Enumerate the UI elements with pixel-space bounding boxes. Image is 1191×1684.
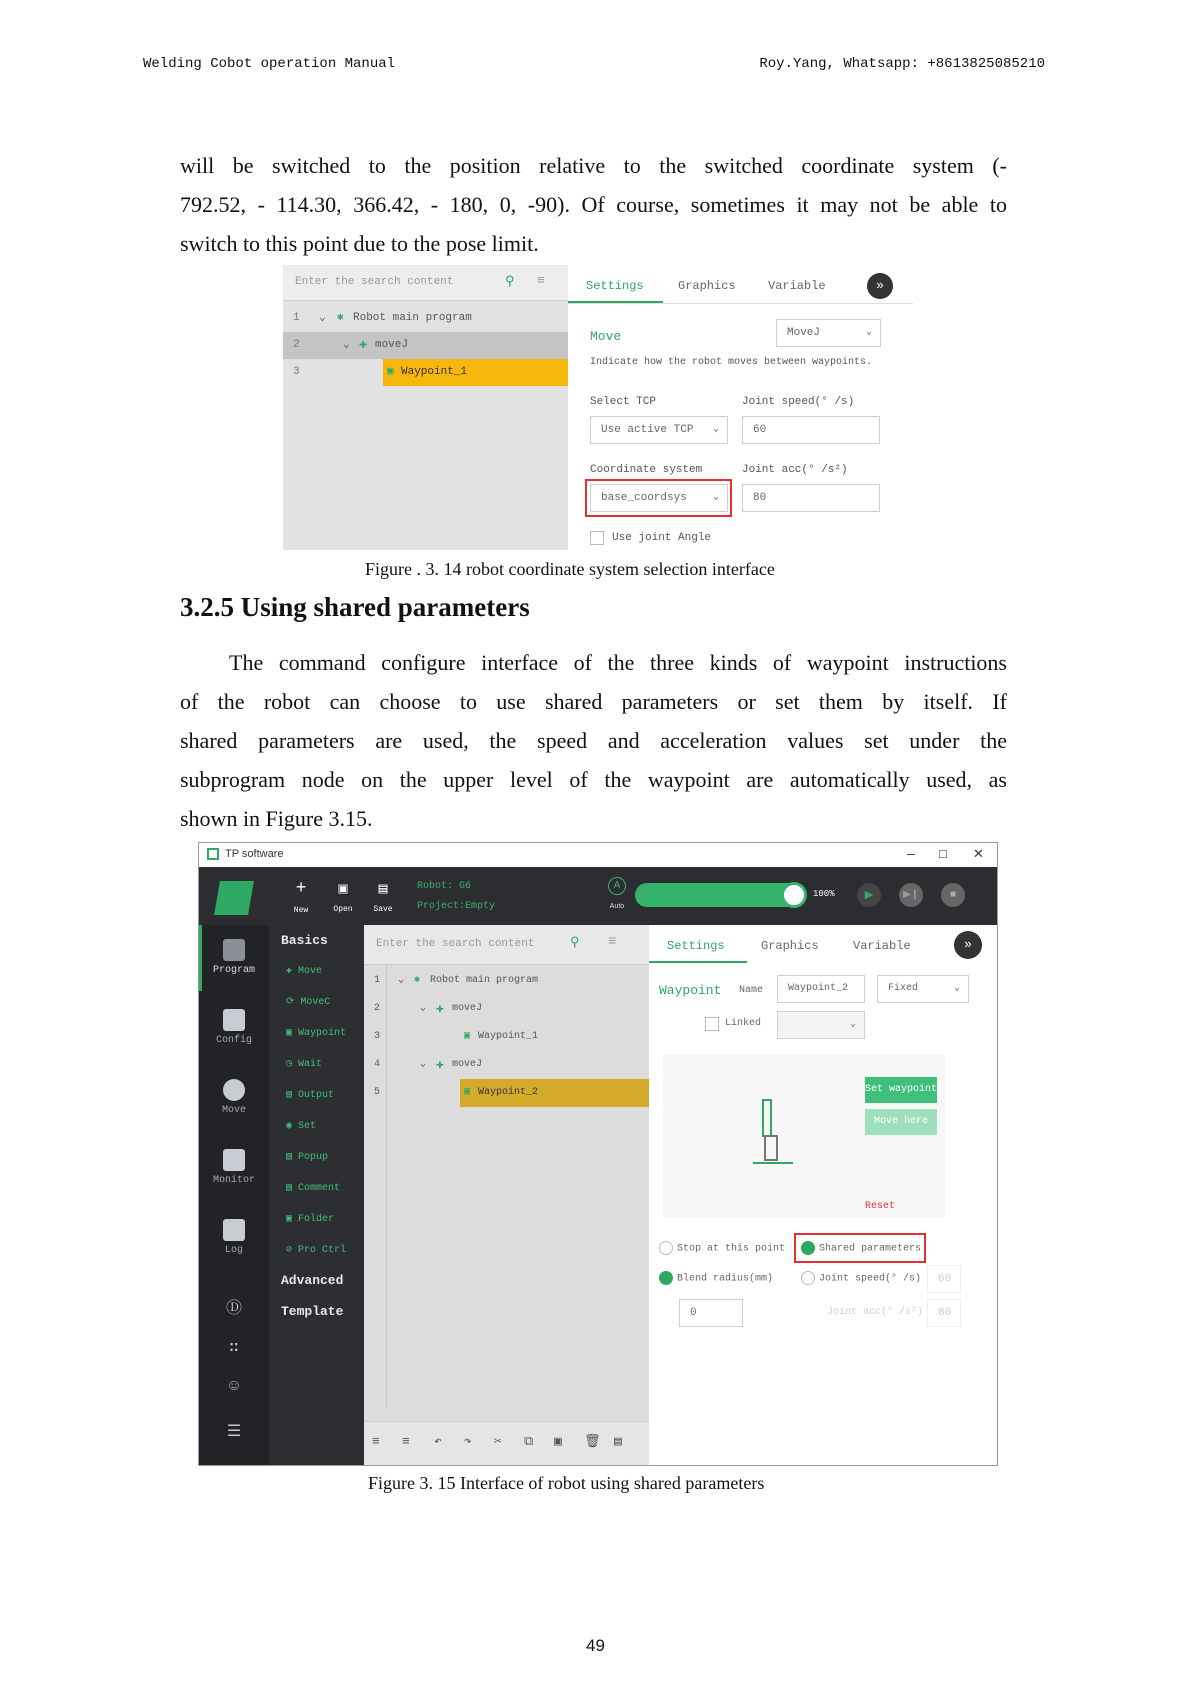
- program-tree-panel: [364, 925, 649, 1465]
- play-icon[interactable]: ▶: [857, 883, 881, 907]
- name-label: Name: [739, 985, 764, 996]
- active-tab-indicator: [649, 961, 747, 963]
- command-popup[interactable]: [286, 1151, 328, 1163]
- chevron-down-icon[interactable]: ⌄: [319, 312, 326, 324]
- tree-label: moveJ: [452, 1059, 483, 1070]
- template-header[interactable]: Template: [281, 1304, 344, 1319]
- undo-icon[interactable]: ↶: [434, 1434, 442, 1449]
- input-value: 60: [938, 1273, 952, 1285]
- delete-icon[interactable]: 🗑: [584, 1434, 601, 1449]
- chevron-down-icon[interactable]: ⌄: [420, 1003, 427, 1014]
- clock-icon: ◷: [286, 1059, 299, 1070]
- tree-toolbar: [364, 1421, 649, 1465]
- radio: [659, 1271, 673, 1285]
- move-type-select[interactable]: [776, 319, 881, 347]
- search-icon[interactable]: ⚲: [505, 274, 515, 289]
- command-wait[interactable]: [286, 1058, 322, 1070]
- text-line: The command configure interface of the three kinds of waypoint instructions: [229, 650, 1007, 675]
- input-value: Waypoint_2: [788, 983, 849, 994]
- select-value: base_coordsys: [601, 492, 687, 504]
- command-label: Comment: [298, 1183, 341, 1194]
- command-pro-ctrl[interactable]: [286, 1244, 346, 1256]
- button-label: Save: [373, 905, 393, 914]
- nav-monitor[interactable]: [199, 1149, 269, 1186]
- line-number: 5: [374, 1087, 381, 1098]
- pro-ctrl-icon: ⊘: [286, 1245, 299, 1256]
- command-label: Set: [298, 1121, 317, 1132]
- line-number: 2: [293, 339, 300, 351]
- help-icon[interactable]: Ⓓ: [225, 1300, 242, 1318]
- set-waypoint-button[interactable]: Set waypoint: [865, 1077, 937, 1103]
- chevron-down-icon: ⌄: [849, 1019, 856, 1030]
- log-icon: [223, 1219, 245, 1241]
- nav-move[interactable]: [199, 1079, 269, 1116]
- tree-label: Waypoint_1: [401, 366, 468, 378]
- command-label: Output: [298, 1090, 335, 1101]
- waypoint-name-input[interactable]: [777, 975, 865, 1003]
- output-icon: ▤: [286, 1090, 299, 1101]
- save-button[interactable]: [371, 879, 395, 916]
- program-tree-panel: [283, 265, 568, 550]
- config-icon: [223, 1009, 245, 1031]
- cut-icon[interactable]: ✂: [494, 1434, 502, 1449]
- nav-label: Move: [221, 1105, 246, 1116]
- waypoint-icon: ▣: [464, 1087, 471, 1098]
- command-panel: [269, 925, 364, 1465]
- tree-row[interactable]: [283, 305, 568, 332]
- select-value: Use active TCP: [601, 424, 694, 436]
- option-label: Blend radius(mm): [677, 1273, 774, 1285]
- left-nav: [199, 925, 269, 1465]
- nav-label: Program: [212, 965, 255, 976]
- paste-icon[interactable]: ▣: [554, 1434, 562, 1449]
- command-move[interactable]: [286, 965, 322, 977]
- figure-coordinate-system-screenshot: [283, 265, 913, 550]
- line-number: 4: [374, 1059, 381, 1070]
- expand-icon[interactable]: »: [954, 931, 982, 959]
- select-value: MoveJ: [787, 327, 821, 339]
- tree-row[interactable]: [364, 967, 649, 995]
- program-icon: ✱: [414, 975, 421, 986]
- nav-log[interactable]: [199, 1219, 269, 1256]
- tree-row[interactable]: [283, 359, 568, 386]
- linked-select[interactable]: [777, 1011, 865, 1039]
- figure-caption: Figure . 3. 14 robot coordinate system selection interface: [365, 559, 775, 579]
- expand-icon[interactable]: »: [867, 273, 893, 299]
- chevron-down-icon: ⌄: [953, 983, 960, 994]
- movec-icon: ⟳: [286, 997, 301, 1008]
- settings-panel: [568, 265, 913, 550]
- command-label: Folder: [298, 1214, 335, 1225]
- command-label: MoveC: [300, 997, 331, 1008]
- waypoint-title: Waypoint: [659, 983, 722, 998]
- radio: [801, 1241, 815, 1255]
- tab-graphics[interactable]: Graphics: [761, 939, 819, 953]
- monitor-icon: [223, 1149, 245, 1171]
- radio: [801, 1271, 815, 1285]
- option-label: Stop at this point: [677, 1243, 786, 1255]
- open-icon: ▣: [338, 881, 348, 898]
- speed-slider[interactable]: [635, 883, 805, 907]
- reset-link[interactable]: Reset: [865, 1201, 896, 1212]
- move-description: Indicate how the robot moves between waypoints.: [590, 357, 873, 368]
- section-paragraph: [180, 643, 1007, 838]
- comment-icon: ▤: [286, 1183, 299, 1194]
- filter-icon[interactable]: ≡: [537, 273, 545, 288]
- robot-arm-graphic: [743, 1095, 803, 1175]
- option-label: Shared parameters: [819, 1243, 922, 1255]
- input-value: 60: [753, 424, 767, 436]
- chevron-down-icon[interactable]: ⌄: [420, 1059, 427, 1070]
- waypoint-icon: ▣: [464, 1031, 471, 1042]
- command-waypoint[interactable]: [286, 1027, 346, 1039]
- fixed-select[interactable]: [877, 975, 969, 1003]
- menu-icon[interactable]: ☰: [226, 1423, 242, 1441]
- folder-icon: ▣: [286, 1214, 299, 1225]
- command-folder[interactable]: [286, 1213, 334, 1225]
- intro-paragraph: [180, 146, 1007, 263]
- joint-speed-input[interactable]: [927, 1265, 961, 1293]
- tab-settings[interactable]: Settings: [667, 939, 725, 953]
- step-icon[interactable]: ▶❙: [899, 883, 923, 907]
- window-title: TP software: [225, 848, 284, 860]
- tree-row[interactable]: [364, 1023, 649, 1051]
- tree-row[interactable]: [364, 1051, 649, 1079]
- option-label: Joint speed(° /s): [819, 1273, 922, 1285]
- nav-config[interactable]: [199, 1009, 269, 1046]
- copy-icon[interactable]: ⧉: [524, 1434, 534, 1449]
- tree-row[interactable]: [364, 1079, 649, 1107]
- outdent-icon[interactable]: ≡: [402, 1434, 410, 1449]
- tcp-select[interactable]: [590, 416, 728, 444]
- advanced-header[interactable]: Advanced: [281, 1273, 344, 1288]
- apps-icon[interactable]: ∷: [229, 1339, 239, 1357]
- joint-speed-option[interactable]: [801, 1271, 921, 1285]
- move-icon: ✚: [286, 966, 299, 977]
- program-icon: ✱: [337, 312, 344, 324]
- button-label: New: [293, 906, 309, 915]
- linked-checkbox[interactable]: [705, 1017, 719, 1031]
- filter-icon[interactable]: ≡: [608, 934, 617, 950]
- nav-label: Config: [215, 1035, 252, 1046]
- line-number: 2: [374, 1003, 381, 1014]
- chevron-down-icon[interactable]: ⌄: [398, 975, 405, 986]
- nav-label: Monitor: [212, 1175, 255, 1186]
- tab-divider: [568, 303, 913, 304]
- input-value: 0: [690, 1307, 697, 1319]
- move-title: Move: [590, 329, 622, 344]
- command-output[interactable]: [286, 1089, 334, 1101]
- text-line: shared parameters are used, the speed and acceleration values set under the: [180, 728, 1007, 753]
- stop-at-point-option[interactable]: [659, 1241, 785, 1255]
- indent-icon[interactable]: ≡: [372, 1434, 380, 1449]
- running-header-contact: Roy.Yang, Whatsapp: +8613825085210: [759, 56, 1045, 72]
- search-icon[interactable]: ⚲: [570, 935, 580, 950]
- move-plus-icon: ✚: [436, 1057, 444, 1072]
- blend-radius-option[interactable]: [659, 1271, 773, 1285]
- minimize-icon[interactable]: –: [907, 845, 915, 861]
- figure-shared-parameters-screenshot: [198, 842, 998, 1466]
- button-label: Open: [333, 905, 353, 914]
- select-tcp-label: Select TCP: [590, 396, 657, 408]
- tree-row[interactable]: [283, 332, 568, 359]
- shared-parameters-option[interactable]: [801, 1241, 921, 1255]
- tree-label: moveJ: [375, 339, 409, 351]
- tree-label: Robot main program: [430, 975, 539, 986]
- search-bar[interactable]: [283, 265, 568, 301]
- nav-label: Log: [224, 1245, 243, 1256]
- program-icon: [223, 939, 245, 961]
- window-titlebar: [199, 843, 997, 867]
- move-plus-icon: ✚: [359, 337, 368, 353]
- command-label: Move: [298, 966, 323, 977]
- move-plus-icon: ✚: [436, 1001, 444, 1016]
- tab-settings[interactable]: Settings: [586, 279, 644, 293]
- open-button[interactable]: [331, 879, 355, 916]
- line-number: 1: [293, 312, 300, 324]
- chevron-down-icon: ⌄: [712, 492, 719, 503]
- auto-mode-icon: A: [608, 877, 626, 895]
- search-input[interactable]: Enter the search content: [376, 938, 535, 950]
- settings-panel: [649, 925, 997, 1465]
- text-line: of the robot can choose to use shared parameters or set them by itself. If: [180, 689, 1007, 714]
- command-set[interactable]: [286, 1120, 316, 1132]
- joint-acc-input[interactable]: [927, 1299, 961, 1327]
- joint-acc-label: Joint acc(° /s²): [827, 1307, 924, 1318]
- move-icon: [223, 1079, 245, 1101]
- app-icon: [207, 848, 219, 860]
- command-label: Popup: [298, 1152, 329, 1163]
- slider-handle[interactable]: [781, 882, 807, 908]
- command-label: Pro Ctrl: [298, 1245, 347, 1256]
- text-line: 792.52, - 114.30, 366.42, - 180, 0, -90). Of course, sometimes it may not be able to: [180, 192, 1007, 217]
- section-heading: 3.2.5 Using shared parameters: [180, 592, 530, 622]
- tree-row[interactable]: [364, 995, 649, 1023]
- search-input[interactable]: Enter the search content: [295, 276, 454, 288]
- joint-acc-input[interactable]: [742, 484, 880, 512]
- command-label: Wait: [298, 1059, 323, 1070]
- project-label: Project:Empty: [417, 901, 496, 912]
- maximize-icon[interactable]: □: [939, 846, 947, 861]
- mode-indicator[interactable]: [607, 875, 627, 913]
- set-icon: ◉: [286, 1121, 299, 1132]
- figure-caption: Figure 3. 15 Interface of robot using shared parameters: [368, 1473, 765, 1493]
- linked-label: Linked: [725, 1018, 762, 1029]
- command-label: Waypoint: [298, 1028, 347, 1039]
- new-button[interactable]: [289, 879, 313, 917]
- redo-icon[interactable]: ↷: [464, 1434, 472, 1449]
- move-here-button[interactable]: Move here: [865, 1109, 937, 1135]
- radio: [659, 1241, 673, 1255]
- running-header-title: Welding Cobot operation Manual: [143, 56, 396, 72]
- tree-label: Waypoint_1: [478, 1031, 539, 1042]
- basics-header[interactable]: Basics: [281, 933, 328, 948]
- coordinate-system-select[interactable]: [590, 484, 728, 512]
- line-number: 1: [374, 975, 381, 986]
- joint-speed-label: Joint speed(° /s): [742, 396, 855, 408]
- mode-label: Auto: [609, 903, 625, 910]
- coordinate-system-label: Coordinate system: [590, 464, 703, 476]
- tab-variable[interactable]: Variable: [768, 279, 826, 293]
- plus-icon: +: [295, 879, 307, 899]
- line-number: 3: [293, 366, 300, 378]
- speed-percent: 100%: [813, 889, 835, 899]
- text-line: shown in Figure 3.15.: [180, 806, 373, 831]
- joint-speed-input[interactable]: [742, 416, 880, 444]
- chevron-down-icon[interactable]: ⌄: [343, 339, 350, 351]
- select-value: Fixed: [888, 983, 919, 994]
- command-comment[interactable]: [286, 1182, 340, 1194]
- input-value: 80: [753, 492, 767, 504]
- popup-icon: ▤: [286, 1152, 299, 1163]
- tab-variable[interactable]: Variable: [853, 939, 911, 953]
- line-number: 3: [374, 1031, 381, 1042]
- comment-icon[interactable]: ▤: [614, 1434, 622, 1449]
- save-icon: ▤: [378, 881, 388, 898]
- command-movec[interactable]: [286, 996, 330, 1008]
- search-bar[interactable]: [364, 925, 649, 965]
- input-value: 80: [938, 1307, 952, 1319]
- tree-label: Waypoint_2: [478, 1087, 539, 1098]
- top-toolbar: [199, 867, 997, 925]
- joint-acc-label: Joint acc(° /s²): [742, 464, 848, 476]
- user-icon[interactable]: ☺: [229, 1377, 239, 1395]
- tree-label: moveJ: [452, 1003, 483, 1014]
- tree-label: Robot main program: [353, 312, 472, 324]
- robot-label: Robot: G6: [417, 881, 472, 892]
- close-icon[interactable]: ✕: [973, 846, 984, 861]
- logo: [214, 881, 254, 915]
- nav-program[interactable]: [199, 939, 269, 976]
- stop-icon[interactable]: ■: [941, 883, 965, 907]
- tab-graphics[interactable]: Graphics: [678, 279, 736, 293]
- blend-radius-input[interactable]: [679, 1299, 743, 1327]
- waypoint-icon: ▣: [286, 1028, 299, 1039]
- chevron-down-icon: ⌄: [865, 327, 872, 338]
- waypoint-icon: ▣: [387, 366, 394, 378]
- chevron-down-icon: ⌄: [712, 424, 719, 435]
- page-number: 49: [586, 1636, 605, 1655]
- text-line: will be switched to the position relative to the switched coordinate system (-: [180, 153, 1007, 178]
- checkbox[interactable]: [590, 531, 604, 545]
- text-line: subprogram node on the upper level of the waypoint are automatically used, as: [180, 767, 1007, 792]
- use-joint-angle-label: Use joint Angle: [612, 532, 712, 544]
- text-line: switch to this point due to the pose limit.: [180, 231, 539, 256]
